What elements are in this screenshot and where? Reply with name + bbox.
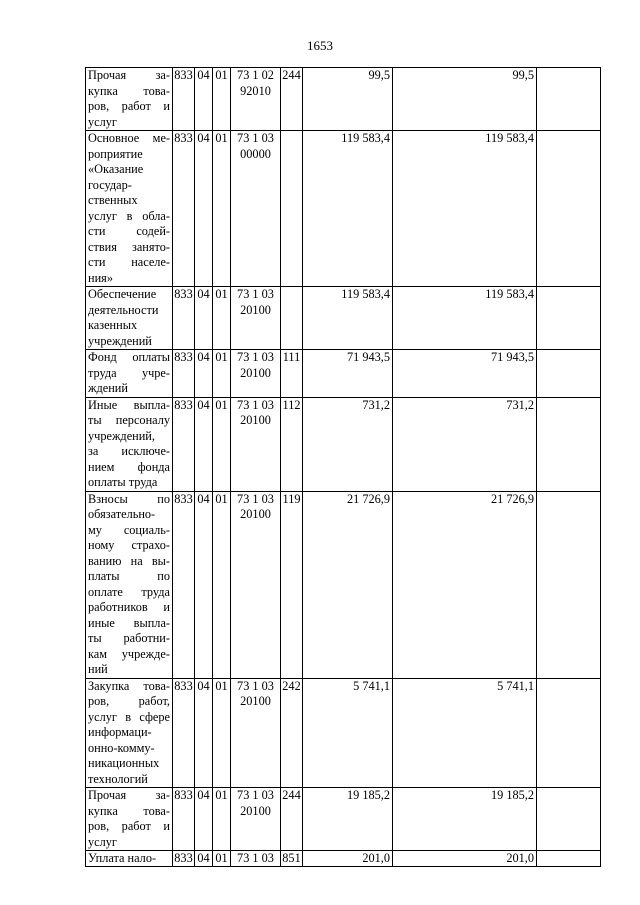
row-name-line: оплаты труда (88, 475, 158, 489)
amount-2-text: 119 583,4 (485, 287, 534, 301)
target-code-line: 73 1 03 (237, 678, 274, 693)
expense-type-text: 851 (282, 851, 301, 865)
expense-type-text: 244 (282, 788, 301, 802)
row-name-line: ния» (88, 270, 113, 285)
amount-3 (537, 131, 601, 287)
section-code (195, 491, 213, 678)
target-code (231, 397, 281, 491)
amount-2 (393, 678, 537, 788)
amount-1 (303, 491, 393, 678)
amount-3 (537, 851, 601, 867)
expense-type-text: 119 (282, 491, 301, 506)
subsection-code (213, 788, 231, 851)
row-name-line: кам учрежде- (88, 646, 170, 661)
expense-type-code (281, 851, 303, 867)
row-name-line: ров, работ и (88, 819, 170, 833)
row-name-line: государ- (88, 177, 132, 192)
amount-2 (393, 491, 537, 678)
section-code-text: 04 (197, 851, 210, 865)
expense-type-code (281, 131, 303, 287)
section-code (195, 350, 213, 398)
row-name-line: никационных (88, 756, 160, 770)
row-name-line: ному страхо- (88, 538, 170, 552)
row-name-line: Фонд оплаты (88, 350, 170, 364)
target-code-line: 20100 (240, 413, 271, 427)
row-name (86, 287, 173, 350)
target-code-line: 73 1 03 (237, 131, 274, 145)
amount-1-text: 5 741,1 (353, 678, 390, 693)
amount-1-text: 21 726,9 (346, 491, 390, 506)
row-name (86, 350, 173, 398)
row-name-line: обязательно- (88, 507, 156, 521)
row-name-line: сти содей- (88, 224, 170, 238)
row-name-line: Прочая за- (88, 788, 170, 802)
ministry-code-text: 833 (174, 350, 193, 364)
ministry-code-text: 833 (174, 397, 193, 412)
section-code-text: 04 (197, 678, 210, 693)
row-name-line: Основное ме- (88, 131, 170, 145)
amount-2 (393, 287, 537, 350)
subsection-code-text: 01 (215, 397, 228, 412)
target-code-line: 00000 (240, 146, 271, 161)
expense-type-code (281, 678, 303, 788)
ministry-code (173, 68, 195, 131)
table-row (86, 491, 601, 678)
section-code-text: 04 (197, 397, 210, 412)
amount-1 (303, 131, 393, 287)
table-row (86, 397, 601, 491)
row-name (86, 68, 173, 131)
row-name-line: Обеспечение (88, 287, 157, 301)
target-code-line: 92010 (240, 83, 271, 98)
subsection-code-text: 01 (215, 788, 228, 802)
budget-table (85, 67, 601, 867)
subsection-code-text: 01 (215, 131, 228, 145)
row-name-line: роприятие (88, 146, 143, 161)
target-code (231, 851, 281, 867)
row-name-line: оплате труда (88, 584, 170, 599)
row-name-line: ственных (88, 193, 138, 207)
section-code (195, 287, 213, 350)
table-row (86, 788, 601, 851)
expense-type-code (281, 788, 303, 851)
amount-2-text: 5 741,1 (497, 678, 534, 693)
subsection-code (213, 131, 231, 287)
target-code (231, 491, 281, 678)
row-name (86, 491, 173, 678)
expense-type-text: 111 (282, 350, 301, 364)
ministry-code-text: 833 (174, 788, 193, 802)
table-row (86, 350, 601, 398)
ministry-code-text: 833 (174, 131, 193, 145)
expense-type-text: 242 (282, 678, 301, 693)
ministry-code (173, 851, 195, 867)
row-name-line: услуг (88, 114, 117, 129)
subsection-code-text: 01 (215, 350, 228, 364)
row-name-line: ствия занято- (88, 239, 170, 254)
amount-3 (537, 788, 601, 851)
amount-1 (303, 851, 393, 867)
row-name-line: работников и (88, 600, 170, 614)
ministry-code (173, 131, 195, 287)
section-code (195, 851, 213, 867)
section-code-text: 04 (197, 788, 210, 802)
row-name-line: за исключе- (88, 444, 170, 458)
amount-3 (537, 397, 601, 491)
row-name-line: му социаль- (88, 522, 170, 537)
amount-3 (537, 350, 601, 398)
section-code-text: 04 (197, 287, 210, 301)
target-code-line: 20100 (240, 365, 271, 380)
amount-2 (393, 350, 537, 398)
row-name-line: «Оказание (88, 162, 144, 176)
row-name-line: труда учре- (88, 365, 170, 380)
amount-1 (303, 68, 393, 131)
row-name-line: Взносы по (88, 491, 170, 506)
amount-1 (303, 678, 393, 788)
amount-2-text: 731,2 (506, 397, 534, 412)
row-name-line: деятельности (88, 302, 159, 317)
amount-3 (537, 68, 601, 131)
target-code-line: 73 1 03 (237, 397, 274, 412)
amount-2-text: 19 185,2 (490, 788, 534, 802)
target-code-line: 20100 (240, 507, 271, 521)
target-code-line: 73 1 03 (237, 788, 274, 802)
target-code-line: 73 1 03 (237, 287, 274, 301)
subsection-code (213, 68, 231, 131)
section-code (195, 397, 213, 491)
expense-type-code (281, 397, 303, 491)
amount-1-text: 201,0 (362, 851, 390, 865)
row-name-line: ты работни- (88, 631, 170, 645)
row-name-line: ний (88, 662, 108, 676)
row-name-line: Уплата нало- (88, 851, 157, 865)
ministry-code-text: 833 (174, 678, 193, 693)
row-name-line: Закупка това- (88, 678, 170, 693)
target-code-line: 20100 (240, 803, 271, 818)
ministry-code (173, 350, 195, 398)
subsection-code (213, 851, 231, 867)
table-row (86, 131, 601, 287)
row-name-line: онно-комму- (88, 740, 155, 755)
amount-2 (393, 68, 537, 131)
expense-type-text: 244 (282, 68, 301, 82)
amount-2-text: 99,5 (512, 68, 534, 82)
expense-type-text: 112 (282, 397, 301, 412)
subsection-code-text: 01 (215, 851, 228, 865)
expense-type-code (281, 287, 303, 350)
amount-2-text: 71 943,5 (490, 350, 534, 364)
subsection-code (213, 287, 231, 350)
row-name-line: ров, работ и (88, 99, 170, 113)
subsection-code (213, 350, 231, 398)
subsection-code-text: 01 (215, 287, 228, 301)
target-code-line: 73 1 03 (237, 851, 274, 865)
target-code-line: 20100 (240, 694, 271, 708)
row-name (86, 131, 173, 287)
amount-1 (303, 350, 393, 398)
row-name-line: услуг в обла- (88, 208, 170, 223)
target-code (231, 287, 281, 350)
row-name-line: Прочая за- (88, 68, 170, 82)
row-name-line: ты персоналу (88, 413, 170, 427)
amount-3 (537, 491, 601, 678)
row-name-line: нием фонда (88, 459, 170, 474)
target-code (231, 350, 281, 398)
amount-2 (393, 851, 537, 867)
ministry-code (173, 678, 195, 788)
amount-1-text: 19 185,2 (346, 788, 390, 802)
row-name-line: учреждений, (88, 428, 155, 443)
expense-type-code (281, 350, 303, 398)
subsection-code (213, 491, 231, 678)
row-name (86, 788, 173, 851)
row-name-line: казенных (88, 318, 138, 332)
row-name-line: ждений (88, 381, 128, 395)
ministry-code (173, 287, 195, 350)
ministry-code-text: 833 (174, 491, 193, 506)
table-row (86, 678, 601, 788)
row-name-line: ров, работ, (88, 694, 170, 708)
subsection-code-text: 01 (215, 491, 228, 506)
section-code-text: 04 (197, 68, 210, 82)
subsection-code (213, 397, 231, 491)
row-name-line: услуг (88, 834, 117, 849)
subsection-code-text: 01 (215, 68, 228, 82)
section-code (195, 788, 213, 851)
row-name-line: сти населе- (88, 255, 170, 269)
amount-2-text: 201,0 (506, 851, 534, 865)
amount-2-text: 119 583,4 (485, 131, 534, 145)
row-name-line: иные выпла- (88, 615, 170, 630)
ministry-code (173, 788, 195, 851)
amount-2 (393, 131, 537, 287)
row-name (86, 678, 173, 788)
table-row (86, 68, 601, 131)
expense-type-code (281, 491, 303, 678)
row-name-line: учреждений (88, 333, 152, 348)
target-code (231, 788, 281, 851)
amount-1-text: 119 583,4 (341, 287, 390, 301)
amount-3 (537, 287, 601, 350)
section-code (195, 678, 213, 788)
ministry-code (173, 491, 195, 678)
amount-2 (393, 397, 537, 491)
target-code (231, 68, 281, 131)
amount-1 (303, 287, 393, 350)
ministry-code-text: 833 (174, 287, 193, 301)
table-row (86, 851, 601, 867)
amount-3 (537, 678, 601, 788)
target-code (231, 678, 281, 788)
row-name-line: купка това- (88, 803, 170, 818)
subsection-code-text: 01 (215, 678, 228, 693)
amount-2-text: 21 726,9 (490, 491, 534, 506)
amount-1-text: 119 583,4 (341, 131, 390, 145)
section-code-text: 04 (197, 491, 210, 506)
amount-1-text: 731,2 (362, 397, 390, 412)
amount-1 (303, 397, 393, 491)
section-code-text: 04 (197, 131, 210, 145)
amount-1-text: 99,5 (368, 68, 390, 82)
section-code-text: 04 (197, 350, 210, 364)
target-code (231, 131, 281, 287)
target-code-line: 73 1 03 (237, 350, 274, 364)
page-number: 1653 (307, 38, 333, 53)
amount-2 (393, 788, 537, 851)
target-code-line: 20100 (240, 302, 271, 317)
row-name-line: ванию на вы- (88, 553, 170, 568)
ministry-code (173, 397, 195, 491)
amount-1 (303, 788, 393, 851)
target-code-line: 73 1 02 (237, 68, 274, 82)
row-name (86, 851, 173, 867)
amount-1-text: 71 943,5 (346, 350, 390, 364)
row-name (86, 397, 173, 491)
section-code (195, 68, 213, 131)
ministry-code-text: 833 (174, 68, 193, 82)
subsection-code (213, 678, 231, 788)
row-name-line: технологий (88, 771, 148, 786)
row-name-line: услуг в сфере (88, 709, 170, 724)
row-name-line: информаци- (88, 725, 152, 739)
target-code-line: 73 1 03 (237, 491, 274, 506)
ministry-code-text: 833 (174, 851, 193, 865)
section-code (195, 131, 213, 287)
expense-type-code (281, 68, 303, 131)
row-name-line: купка това- (88, 83, 170, 98)
table-row (86, 287, 601, 350)
row-name-line: платы по (88, 569, 170, 583)
row-name-line: Иные выпла- (88, 397, 170, 412)
